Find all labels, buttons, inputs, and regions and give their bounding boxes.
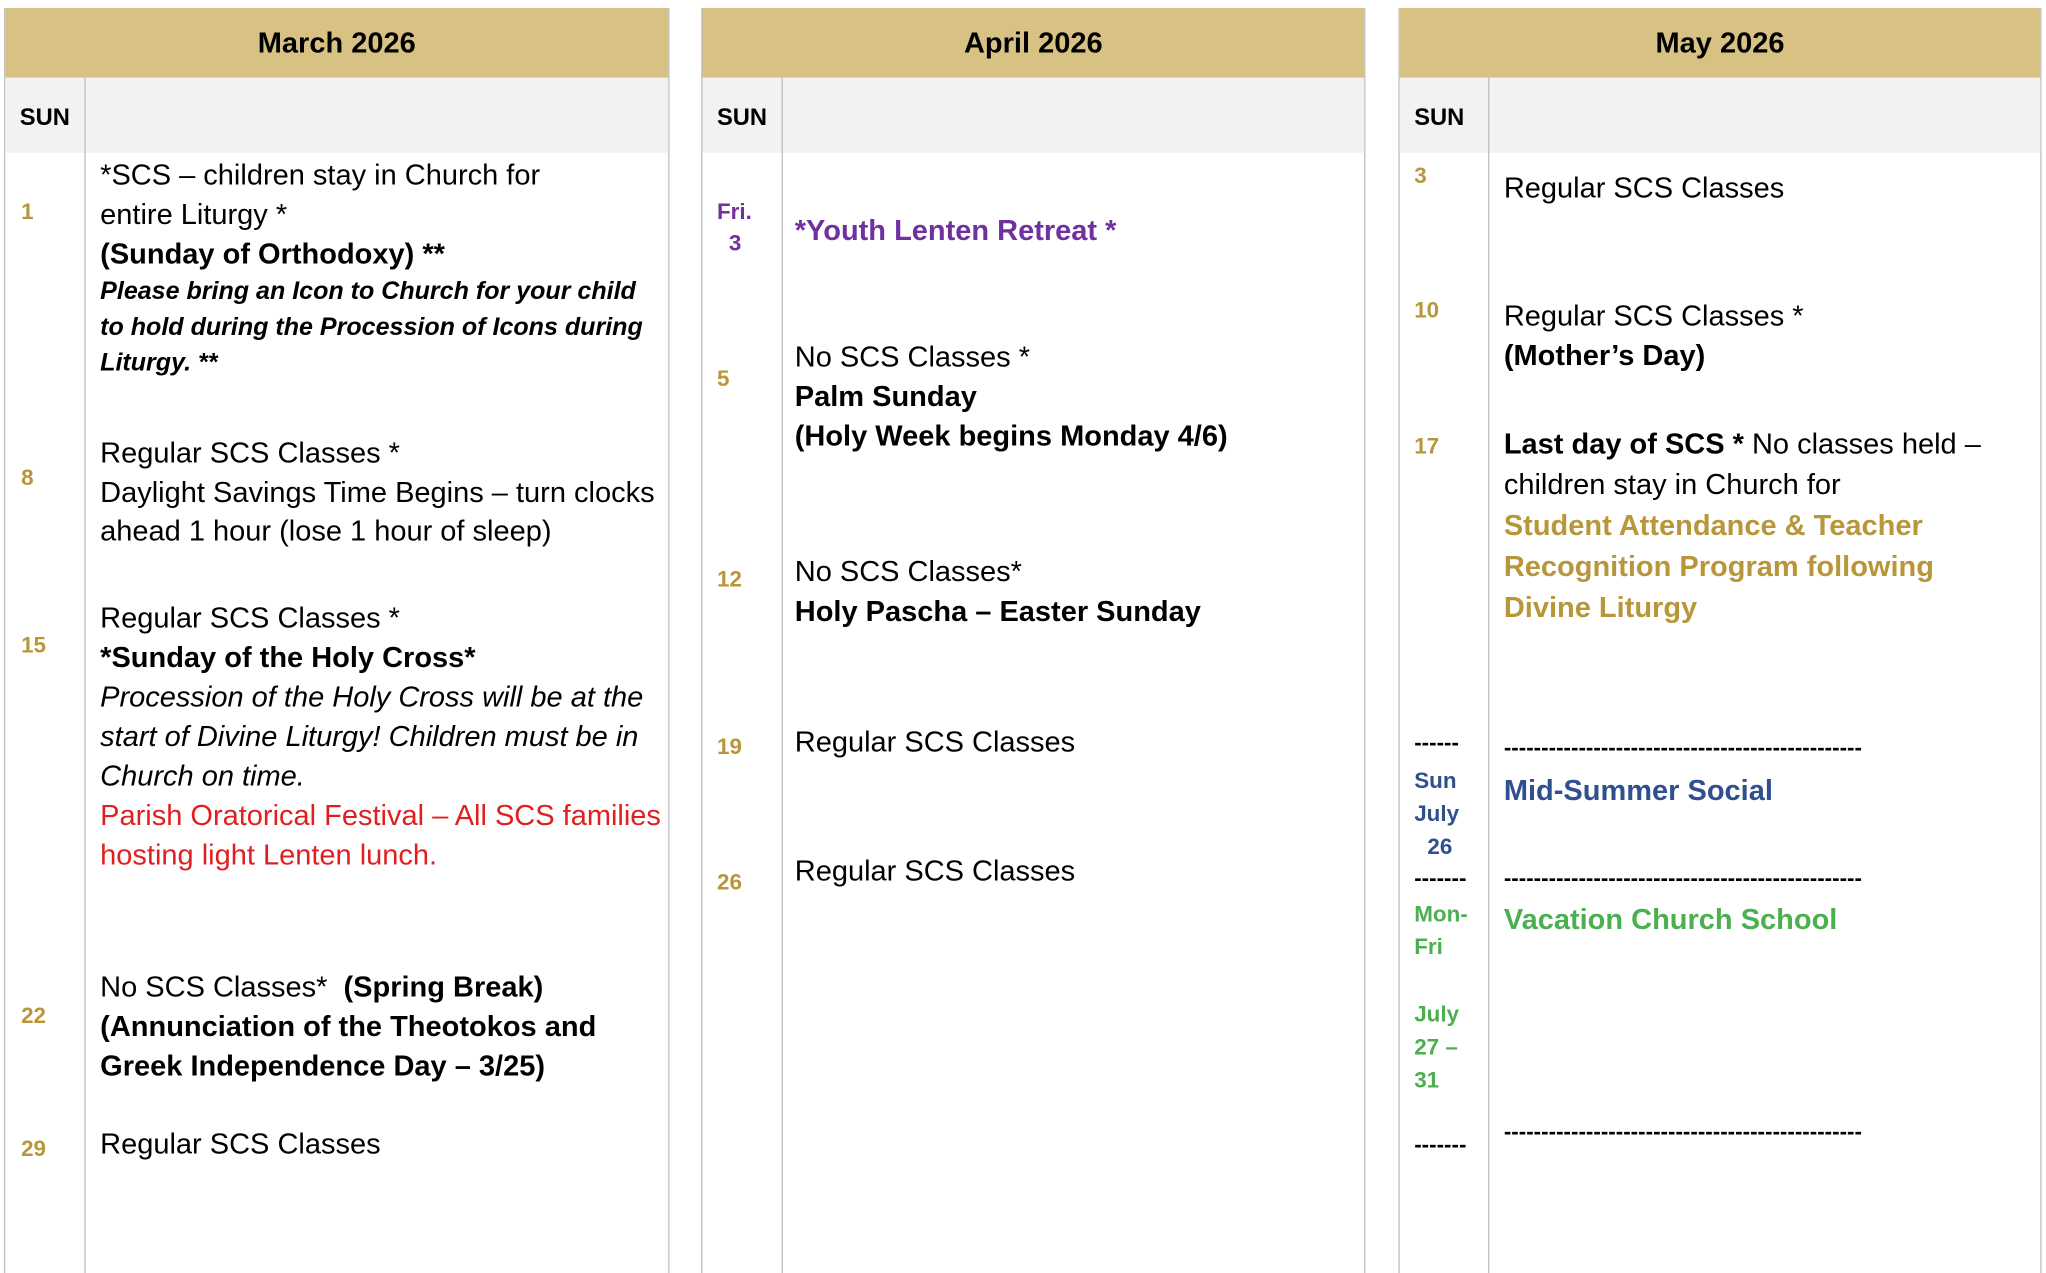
- vcs-label-2: Fri: [1414, 934, 1443, 960]
- march-divider: [84, 78, 85, 1273]
- april-5-line3: (Holy Week begins Monday 4/6): [794, 419, 1228, 453]
- march-22-event: [100, 967, 596, 1086]
- march-calendar: [4, 8, 670, 1273]
- may-date-3: 3: [1414, 163, 1427, 189]
- may-date-17: 17: [1414, 433, 1440, 459]
- march-15-line5: Church on time.: [100, 759, 305, 793]
- may-17-line2: children stay in Church for: [1503, 467, 1841, 501]
- march-date-1: 1: [21, 199, 34, 225]
- april-26-event: [795, 851, 1075, 891]
- may-17-line1b: No classes held –: [1743, 427, 1981, 460]
- april-sun-label: SUN: [716, 104, 768, 131]
- march-15-line3: Procession of the Holy Cross will be at the: [100, 680, 644, 714]
- april-5-line2: Palm Sunday: [794, 379, 977, 413]
- april-5-event: [795, 337, 1228, 456]
- march-8-line2: Daylight Savings Time Begins – turn clocks: [100, 475, 655, 509]
- may-17-line5: Divine Liturgy: [1503, 590, 1698, 624]
- may-17-line3: Student Attendance & Teacher: [1503, 508, 1923, 542]
- march-subheader: [5, 78, 668, 153]
- may-17-line4: Recognition Program following: [1503, 549, 1934, 583]
- may-title: May 2026: [1400, 8, 2041, 78]
- march-22-line1b: (Spring Break): [343, 970, 544, 1003]
- may-separator-long-2: ------------------------------------------------: [1503, 865, 1862, 891]
- april-26-line1: Regular SCS Classes: [794, 854, 1076, 888]
- may-calendar: [1398, 8, 2041, 1273]
- march-29-event: [100, 1124, 380, 1164]
- march-22-line3: Greek Independence Day – 3/25): [100, 1049, 545, 1083]
- april-12-line1: No SCS Classes*: [794, 554, 1022, 588]
- april-date-5: 5: [716, 366, 730, 392]
- vcs-event: [1504, 900, 1838, 940]
- march-1-event: [100, 156, 643, 381]
- vcs-label-3: July: [1414, 1001, 1460, 1027]
- may-10-line1: Regular SCS Classes *: [1503, 299, 1804, 333]
- march-date-29: 29: [21, 1136, 47, 1162]
- march-1-line2: entire Liturgy *: [100, 197, 288, 231]
- vcs-event-text: Vacation Church School: [1503, 902, 1838, 936]
- march-22-line1: [100, 967, 596, 1007]
- march-date-22: 22: [21, 1002, 47, 1029]
- april-19-line1: Regular SCS Classes: [794, 724, 1076, 758]
- april-fri-label: Fri.: [716, 199, 752, 225]
- april-12-line2: Holy Pascha – Easter Sunday: [794, 594, 1201, 628]
- march-15-line7: hosting light Lenten lunch.: [100, 838, 438, 872]
- may-17-event: [1504, 423, 1981, 627]
- april-calendar: [701, 8, 1365, 1273]
- march-8-line1: Regular SCS Classes *: [100, 436, 400, 470]
- march-8-line3: ahead 1 hour (lose 1 hour of sleep): [100, 514, 552, 547]
- april-subheader: [702, 78, 1364, 153]
- april-title: April 2026: [702, 8, 1364, 78]
- may-10-event: [1504, 297, 1804, 376]
- march-15-line4: start of Divine Liturgy! Children must be in: [100, 719, 639, 753]
- april-date-3: 3: [728, 230, 742, 256]
- march-15-event: [100, 598, 661, 875]
- april-date-26: 26: [716, 869, 742, 895]
- july26-event-text: Mid-Summer Social: [1503, 773, 1773, 807]
- march-22-line1a: No SCS Classes*: [100, 970, 328, 1003]
- may-10-line2: (Mother’s Day): [1503, 338, 1706, 372]
- vcs-label-4: 27 –: [1414, 1034, 1458, 1060]
- march-15-line6: Parish Oratorical Festival – All SCS families: [100, 798, 661, 832]
- april-date-19: 19: [716, 734, 742, 760]
- march-date-8: 8: [21, 465, 34, 491]
- may-sun-label: SUN: [1414, 104, 1465, 131]
- march-1-line6: Liturgy. **: [100, 349, 218, 377]
- may-date-10: 10: [1414, 297, 1440, 323]
- april-3-event: [795, 211, 1117, 251]
- march-8-event: [100, 434, 654, 550]
- march-sun-label: SUN: [19, 104, 70, 131]
- may-3-line1: Regular SCS Classes: [1503, 171, 1785, 205]
- march-date-15: 15: [21, 632, 47, 658]
- may-separator-short-1: ------: [1414, 730, 1459, 756]
- vcs-label-1: Mon-: [1414, 901, 1468, 927]
- may-17-line1a: Last day of SCS *: [1503, 427, 1744, 460]
- vcs-label-5: 31: [1414, 1067, 1440, 1093]
- march-1-line4: Please bring an Icon to Church for your child: [100, 278, 636, 306]
- march-15-line2: *Sunday of the Holy Cross*: [100, 640, 476, 674]
- april-3-line1: *Youth Lenten Retreat *: [794, 213, 1117, 247]
- march-1-line3: (Sunday of Orthodoxy) **: [100, 237, 445, 271]
- july26-label-3: 26: [1427, 834, 1453, 860]
- may-17-line1: [1504, 423, 1981, 464]
- march-29-line1: Regular SCS Classes: [100, 1126, 381, 1160]
- march-22-line2: (Annunciation of the Theotokos and: [100, 1009, 597, 1043]
- april-divider: [782, 78, 783, 1273]
- april-date-12: 12: [716, 566, 742, 592]
- april-12-event: [795, 552, 1201, 631]
- march-1-line5: to hold during the Procession of Icons during: [100, 313, 643, 342]
- march-title: March 2026: [5, 8, 668, 78]
- july26-label-2: July: [1414, 801, 1460, 827]
- april-5-line1: No SCS Classes *: [794, 340, 1031, 373]
- july26-label-1: Sun: [1414, 768, 1457, 794]
- may-subheader: [1400, 78, 2041, 153]
- may-separator-short-3: -------: [1414, 1132, 1467, 1158]
- may-divider: [1488, 78, 1489, 1273]
- march-1-line1: *SCS – children stay in Church for: [100, 158, 541, 192]
- may-separator-long-3: ------------------------------------------------: [1503, 1118, 1862, 1145]
- april-19-event: [795, 722, 1075, 762]
- may-separator-short-2: -------: [1414, 865, 1467, 891]
- may-3-event: [1504, 169, 1784, 209]
- march-15-line1: Regular SCS Classes *: [100, 601, 400, 634]
- may-separator-long-1: ------------------------------------------------: [1503, 735, 1862, 761]
- july26-event: [1504, 771, 1773, 811]
